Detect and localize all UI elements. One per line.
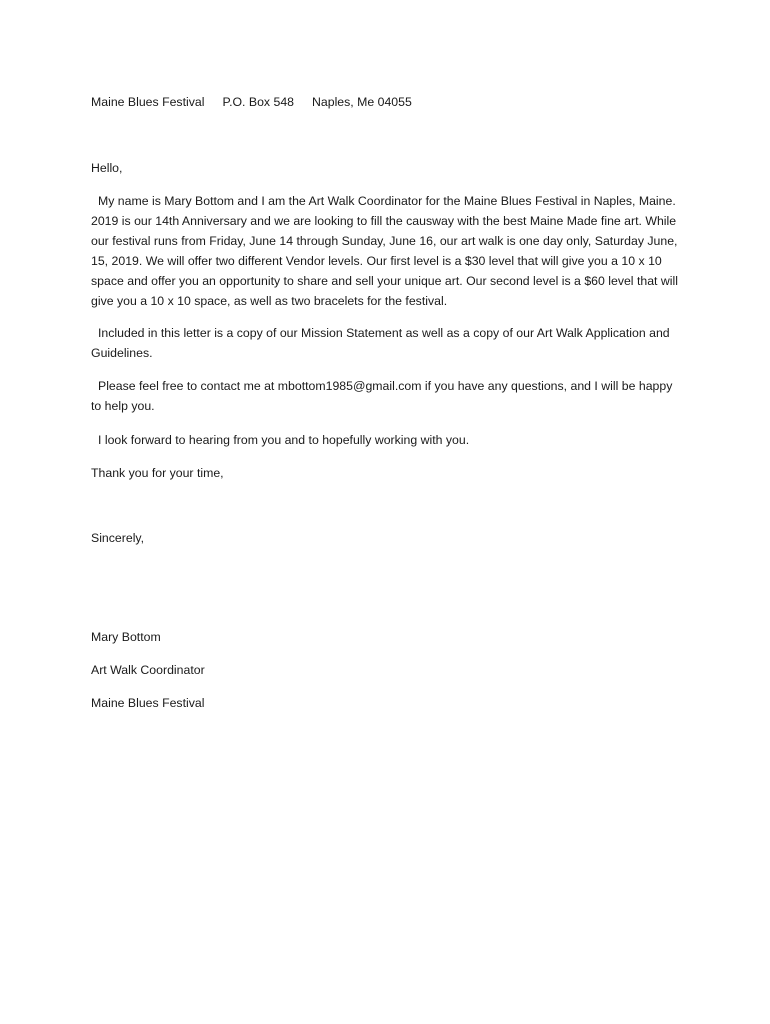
paragraph-enclosures: Included in this letter is a copy of our Mission Statement as well as a copy of our Art Walk Application and Guidelines. bbox=[91, 326, 670, 360]
paragraph-closing-remark: I look forward to hearing from you and to hopefully working with you. bbox=[98, 433, 470, 447]
thanks-line: Thank you for your time, bbox=[91, 466, 224, 480]
greeting: Hello, bbox=[91, 161, 123, 175]
closing-line: Sincerely, bbox=[91, 531, 145, 545]
signature-organization: Maine Blues Festival bbox=[91, 696, 205, 710]
letterhead-po-box: P.O. Box 548 bbox=[222, 95, 295, 109]
signature-title: Art Walk Coordinator bbox=[91, 663, 205, 677]
letterhead-org: Maine Blues Festival bbox=[91, 95, 205, 109]
signature-name: Mary Bottom bbox=[91, 630, 161, 644]
letterhead-city: Naples, Me 04055 bbox=[312, 95, 412, 109]
paragraph-intro: My name is Mary Bottom and I am the Art Walk Coordinator for the Maine Blues Festival in Naples, Maine. 2019 is our 14th Anniversary and we are looking to fill the causway with the best Maine Made fine art. While our festival runs from Friday, June 14 through Sunday, June 16, our art walk is one day only, Saturday June, 15, 2019. We will offer two different Vendor levels. Our first level is a $30 level that will give you a 10 x 10 space and offer you an opportunity to share and sell your unique art. Our second level is a $60 level that will give you a 10 x 10 space, as well as two bracelets for the festival. bbox=[91, 194, 678, 308]
paragraph-contact: Please feel free to contact me at mbottom1985@gmail.com if you have any questions, and I will be happy to help you. bbox=[91, 379, 673, 413]
letterhead bbox=[91, 92, 412, 112]
